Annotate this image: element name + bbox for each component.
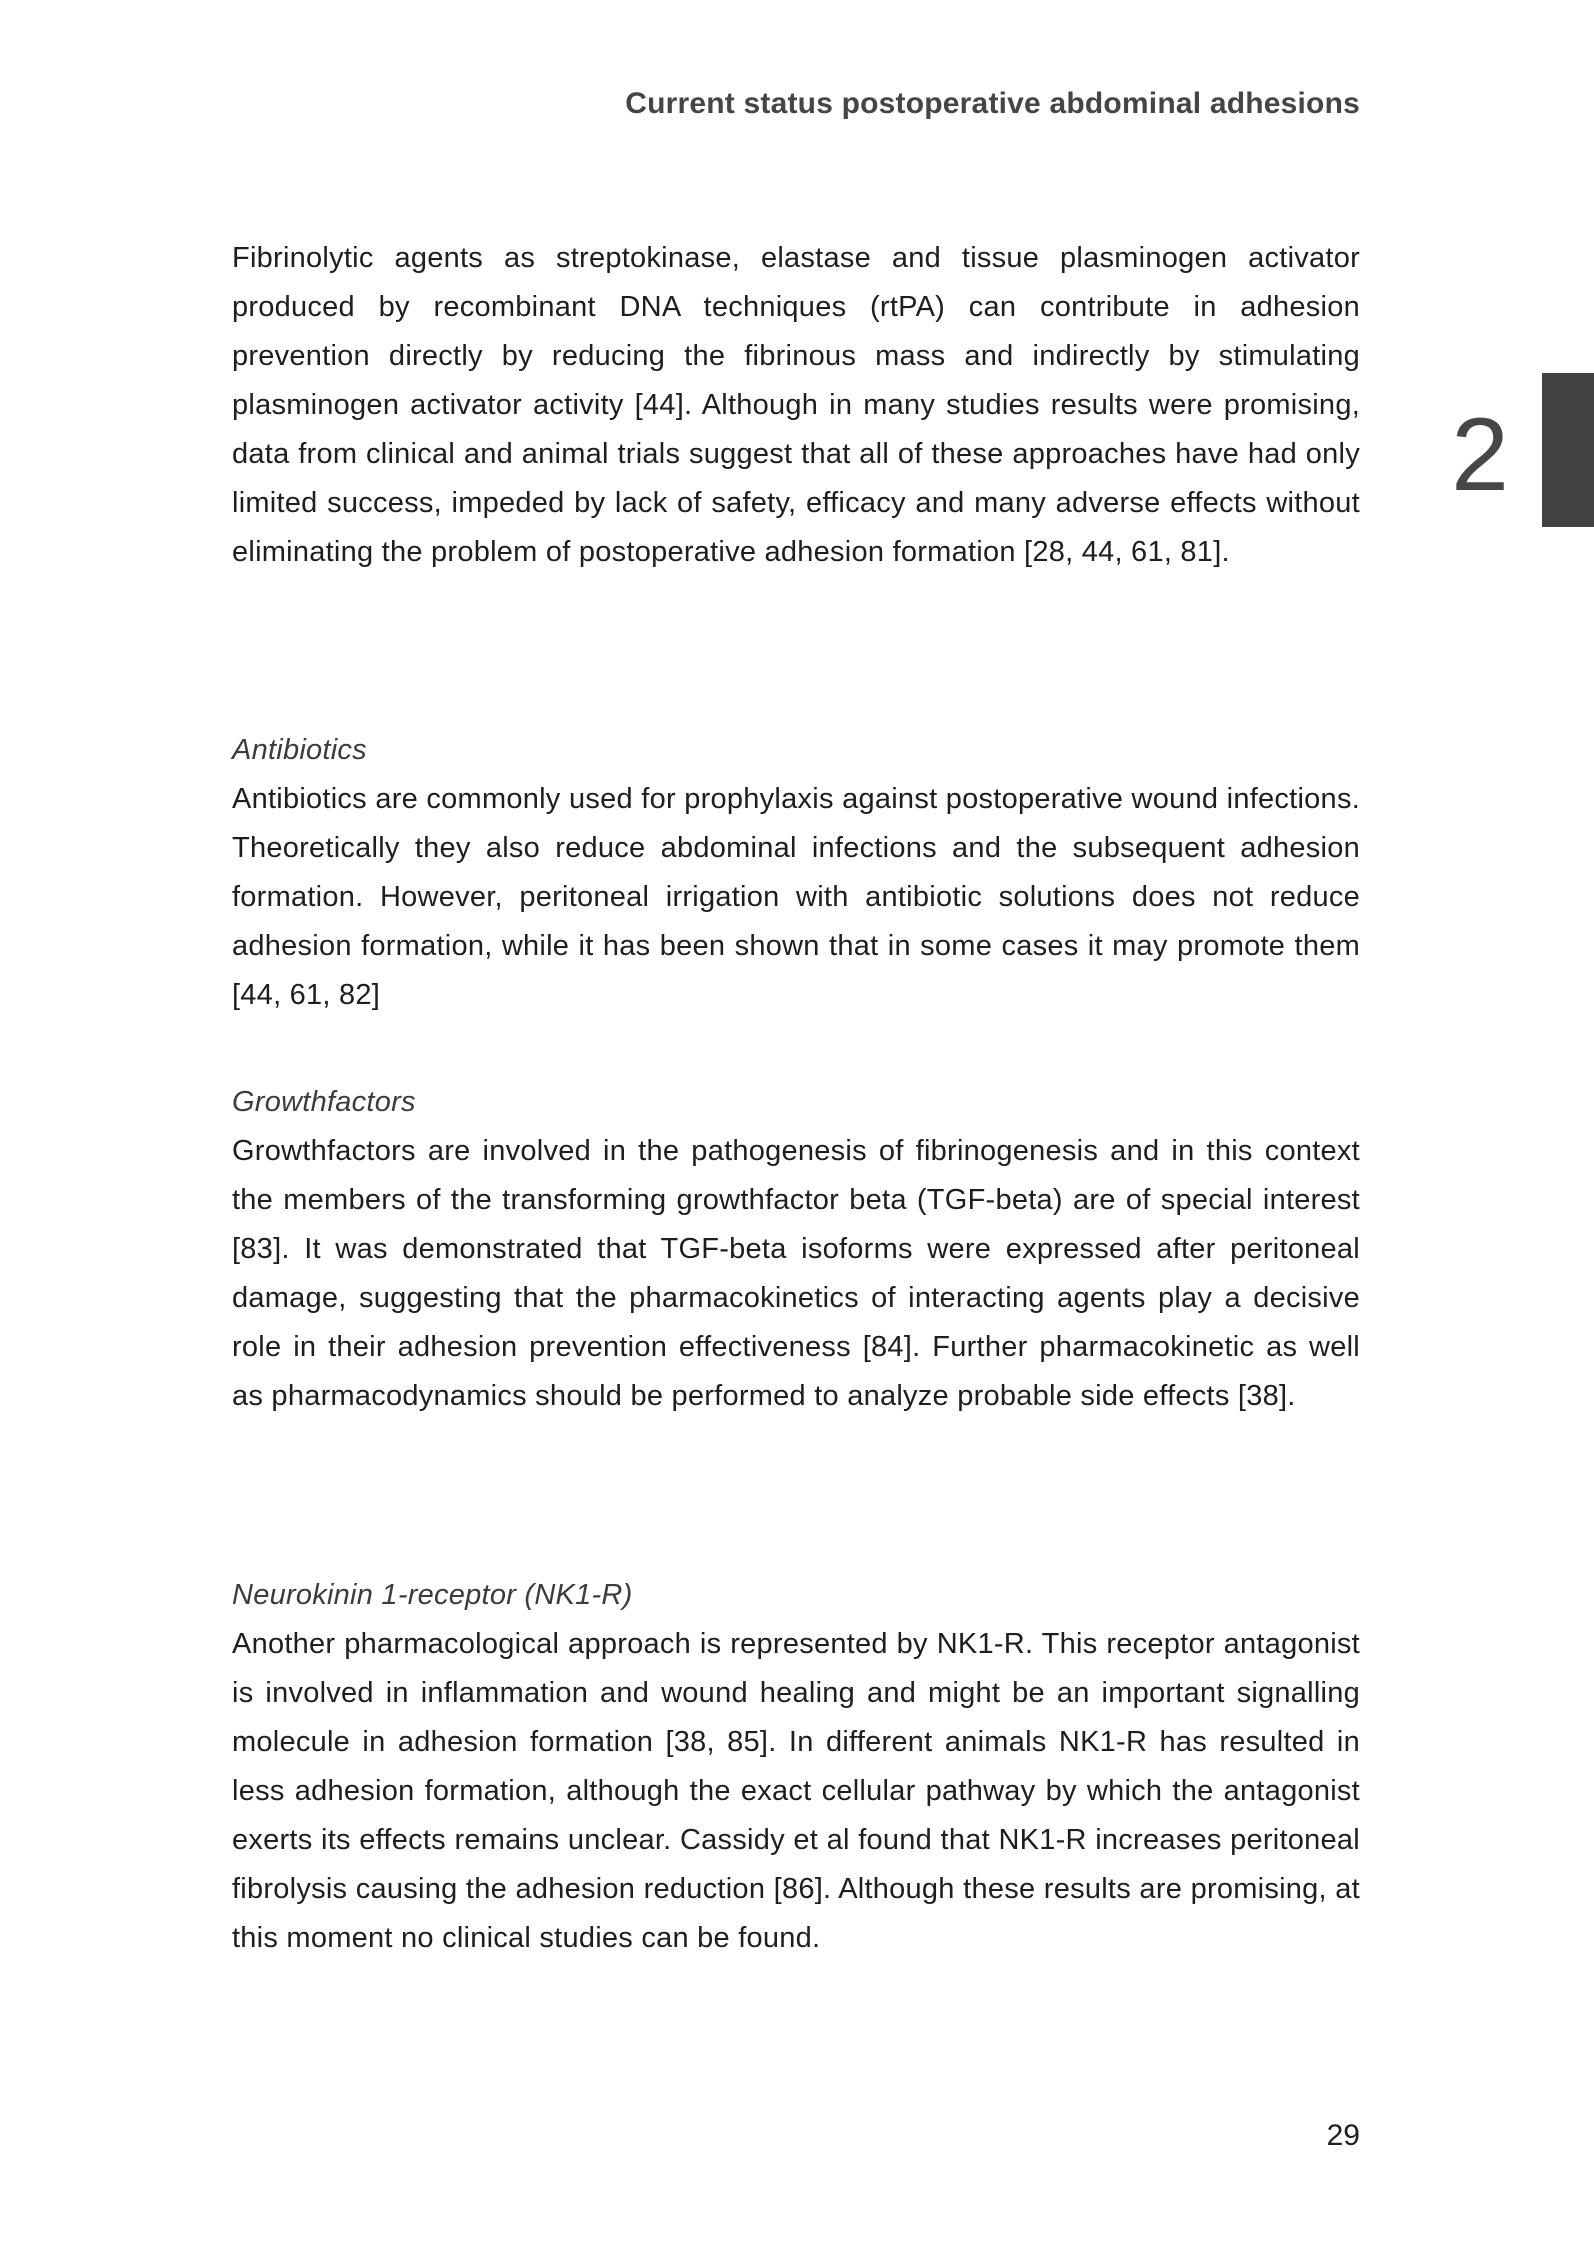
section-body-antibiotics: Antibiotics are commonly used for prophylaxis against postoperative wound infections. Theoretically they also reduce abdominal infections and the subsequent adhesion formation. However, peritoneal irrigation with antibiotic solutions does not reduce adhesion formation, while it has been shown that in some cases it may promote them [44, 61, 82]: [232, 783, 1360, 1011]
page-number: 29: [1326, 2119, 1360, 2152]
intro-block: [232, 234, 1360, 577]
section-body-nk1-receptor: Another pharmacological approach is represented by NK1-R. This receptor antagonist is involved in inflammation and wound healing and might be an important signalling molecule in adhesion formation [38, 85]. In different animals NK1-R has resulted in less adhesion formation, although the exact cellular pathway by which the antagonist exerts its effects remains unclear. Cassidy et al found that NK1-R increases peritoneal fibrolysis causing the adhesion reduction [86]. Although these results are promising, at this moment no clinical studies can be found.: [232, 1628, 1360, 1954]
section-antibiotics: [232, 726, 1360, 1020]
section-heading-growthfactors: Growthfactors: [232, 1086, 416, 1118]
section-heading-nk1-receptor: Neurokinin 1-receptor (NK1-R): [232, 1579, 633, 1611]
section-growthfactors: [232, 1078, 1360, 1421]
chapter-tab: [1542, 373, 1594, 527]
section-body-growthfactors: Growthfactors are involved in the pathogenesis of fibrinogenesis and in this context the members of the transforming growthfactor beta (TGF-beta) are of special interest [83]. It was demonstrated that TGF-beta isoforms were expressed after peritoneal damage, suggesting that the pharmacokinetics of interacting agents play a decisive role in their adhesion prevention effectiveness [84]. Further pharmacokinetic as well as pharmacodynamics should be performed to analyze probable side effects [38].: [232, 1135, 1360, 1412]
intro-paragraph: Fibrinolytic agents as streptokinase, elastase and tissue plasminogen activator produced by recombinant DNA techniques (rtPA) can contribute in adhesion prevention directly by reducing the fibrinous mass and indirectly by stimulating plasminogen activator activity [44]. Although in many studies results were promising, data from clinical and animal trials suggest that all of these approaches have had only limited success, impeded by lack of safety, efficacy and many adverse effects without eliminating the problem of postoperative adhesion formation [28, 44, 61, 81].: [232, 242, 1360, 568]
running-header: Current status postoperative abdominal adhesions: [625, 87, 1360, 120]
section-heading-antibiotics: Antibiotics: [232, 734, 367, 766]
chapter-number: 2: [1451, 397, 1509, 513]
section-nk1-receptor: [232, 1571, 1360, 1963]
